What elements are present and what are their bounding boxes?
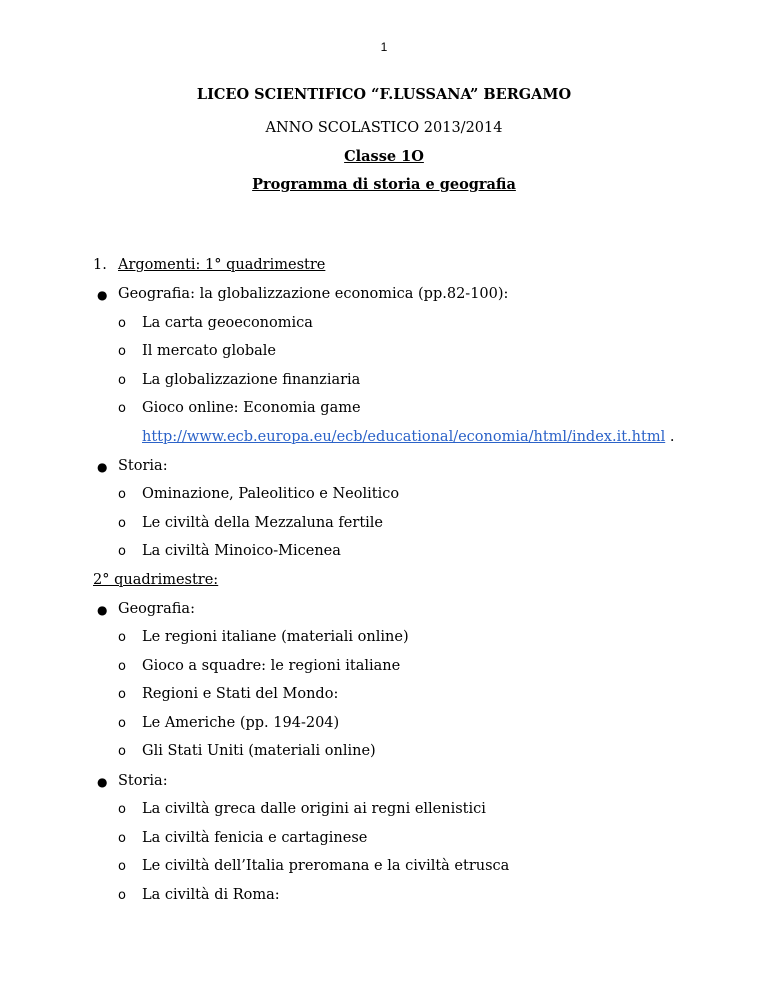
- list-item: La civiltà Minoico-Micenea: [142, 543, 341, 559]
- sub-bullet-icon: o: [118, 630, 126, 645]
- storia1-label: Storia:: [118, 458, 168, 474]
- list-item: Le regioni italiane (materiali online): [142, 629, 409, 645]
- sub-bullet-icon: o: [118, 401, 126, 416]
- list-item: La globalizzazione finanziaria: [142, 372, 361, 388]
- bullet-dot-icon: ●: [97, 460, 108, 474]
- sub-bullet-icon: o: [118, 316, 126, 331]
- economia-game-link[interactable]: http://www.ecb.europa.eu/ecb/educational/economia/html/index.it.html: [142, 429, 666, 445]
- link-suffix: .: [669, 429, 675, 445]
- sub-bullet-icon: o: [118, 831, 126, 846]
- list-item: La civiltà di Roma:: [142, 887, 280, 903]
- sub-bullet-icon: o: [118, 544, 126, 559]
- list-item: Ominazione, Paleolitico e Neolitico: [142, 486, 400, 502]
- geografia2-label: Geografia:: [118, 601, 195, 617]
- storia2-label: Storia:: [118, 773, 168, 789]
- school-year: ANNO SCOLASTICO 2013/2014: [265, 120, 503, 136]
- sub-bullet-icon: o: [118, 744, 126, 759]
- sub-bullet-icon: o: [118, 716, 126, 731]
- sub-bullet-icon: o: [118, 859, 126, 874]
- sub-bullet-icon: o: [118, 659, 126, 674]
- class-name: Classe 1O: [344, 148, 424, 165]
- sub-bullet-icon: o: [118, 373, 126, 388]
- sub-bullet-icon: o: [118, 487, 126, 502]
- sub-bullet-icon: o: [118, 888, 126, 903]
- section2-title: 2° quadrimestre:: [93, 572, 219, 588]
- sub-bullet-icon: o: [118, 344, 126, 359]
- sub-bullet-icon: o: [118, 802, 126, 817]
- list-item: Le civiltà della Mezzaluna fertile: [142, 515, 383, 531]
- section-number: 1.: [93, 257, 107, 273]
- list-item: La civiltà fenicia e cartaginese: [142, 830, 368, 846]
- bullet-dot-icon: ●: [97, 775, 108, 789]
- list-item: Il mercato globale: [142, 343, 276, 359]
- list-item: La civiltà greca dalle origini ai regni ellenistici: [142, 801, 486, 817]
- page-number: 1: [380, 40, 388, 54]
- list-item: Gli Stati Uniti (materiali online): [142, 743, 376, 759]
- section1-title: Argomenti: 1° quadrimestre: [118, 257, 326, 273]
- list-item: Le Americhe (pp. 194-204): [142, 715, 340, 731]
- sub-bullet-icon: o: [118, 687, 126, 702]
- list-item: Gioco online: Economia game: [142, 400, 361, 416]
- geografia1-label: Geografia: la globalizzazione economica (pp.82-100):: [118, 286, 509, 302]
- sub-bullet-icon: o: [118, 516, 126, 531]
- list-item: Le civiltà dell’Italia preromana e la civiltà etrusca: [142, 858, 510, 874]
- bullet-dot-icon: ●: [97, 288, 108, 302]
- program-title: Programma di storia e geografia: [252, 176, 516, 193]
- list-item: Regioni e Stati del Mondo:: [142, 686, 339, 702]
- list-item: La carta geoeconomica: [142, 315, 313, 331]
- bullet-dot-icon: ●: [97, 603, 108, 617]
- list-item: Gioco a squadre: le regioni italiane: [142, 658, 401, 674]
- school-title: LICEO SCIENTIFICO “F.LUSSANA” BERGAMO: [196, 86, 572, 103]
